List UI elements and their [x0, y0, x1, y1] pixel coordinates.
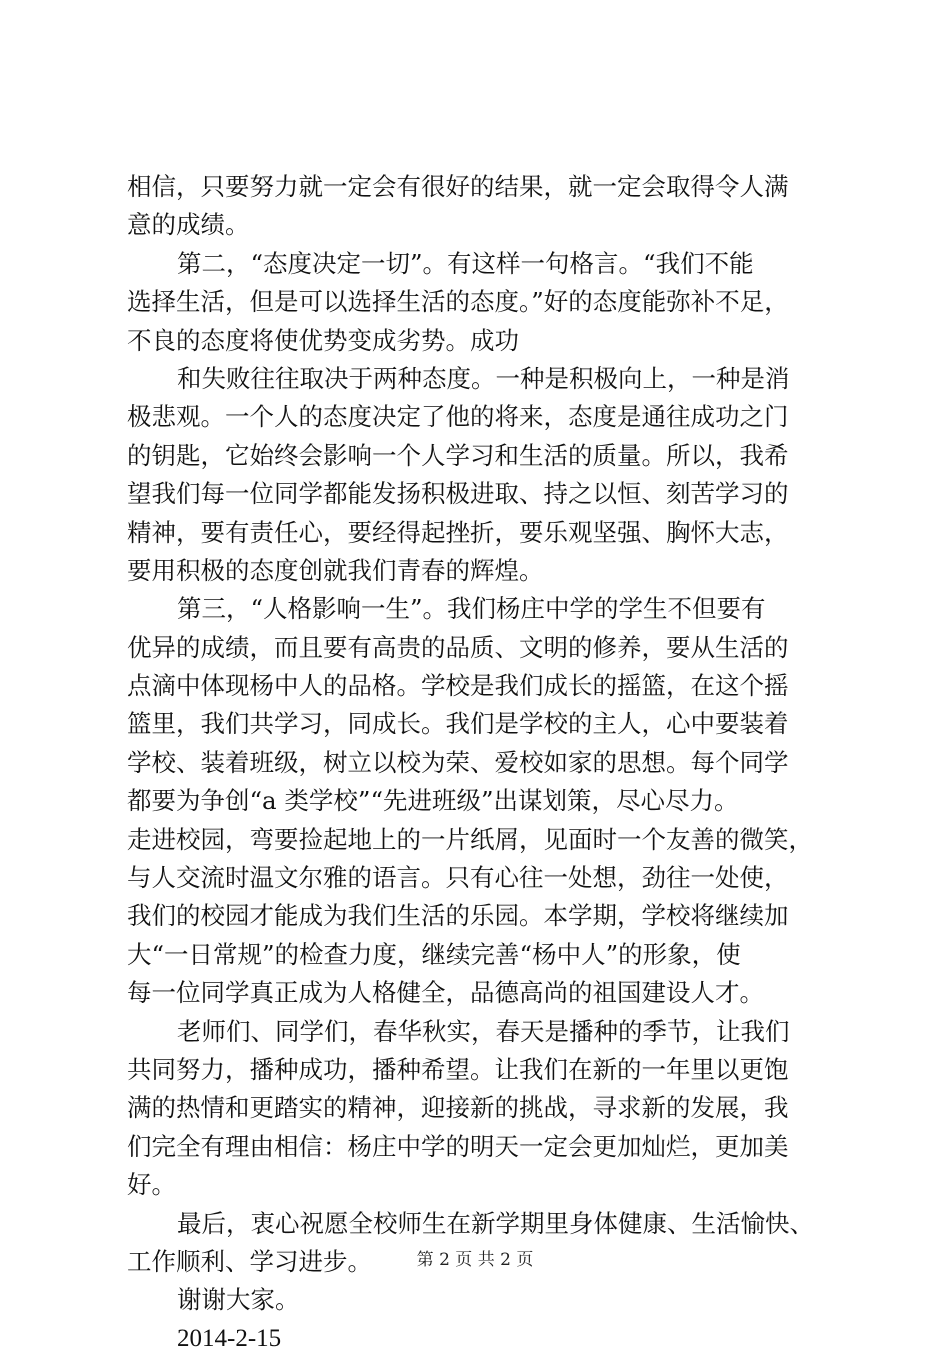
text-line: 每一位同学真正成为人格健全，品德高尚的祖国建设人才。 [127, 978, 764, 1008]
text-line: 第三，“人格影响一生”。我们杨庄中学的学生不但要有 [177, 594, 766, 624]
text-line: 学校、装着班级，树立以校为荣、爱校如家的思想。每个同学 [127, 747, 789, 777]
text-line: 篮里，我们共学习，同成长。我们是学校的主人，心中要装着 [127, 709, 789, 739]
text-line: 走进校园，弯要捡起地上的一片纸屑，见面时一个友善的微笑， [127, 824, 813, 854]
text-line: 望我们每一位同学都能发扬积极进取、持之以恒、刻苦学习的 [127, 479, 789, 509]
text-line: 工作顺利、学习进步。 [127, 1246, 372, 1276]
text-line: 都要为争创“a 类学校”“先进班级”出谋划策，尽心尽力。 [127, 786, 739, 816]
text-line: 好。 [127, 1170, 176, 1200]
page-footer: 第 2 页 共 2 页 [416, 1250, 534, 1270]
document-body [127, 168, 839, 1358]
text-line: 意的成绩。 [127, 210, 250, 240]
text-line: 共同努力，播种成功，播种希望。让我们在新的一年里以更饱 [127, 1054, 789, 1084]
text-line: 与人交流时温文尔雅的语言。只有心往一处想，劲往一处使， [127, 863, 789, 893]
text-line: 和失败往往取决于两种态度。一种是积极向上，一种是消 [177, 363, 790, 393]
text-line: 我们的校园才能成为我们生活的乐园。本学期，学校将继续加 [127, 901, 789, 931]
text-line: 不良的态度将使优势变成劣势。成功 [127, 325, 519, 355]
text-line: 满的热情和更踏实的精神，迎接新的挑战，寻求新的发展，我 [127, 1093, 789, 1123]
text-line: 优异的成绩，而且要有高贵的品质、文明的修养，要从生活的 [127, 632, 789, 662]
text-line: 相信，只要努力就一定会有很好的结果，就一定会取得令人满 [127, 172, 789, 201]
text-line: 极悲观。一个人的态度决定了他的将来，态度是通往成功之门 [127, 402, 789, 432]
text-line: 要用积极的态度创就我们青春的辉煌。 [127, 555, 544, 585]
text-line: 点滴中体现杨中人的品格。学校是我们成长的摇篮，在这个摇 [127, 671, 789, 701]
closing-line: 谢谢大家。 [177, 1285, 300, 1315]
text-line: 的钥匙，它始终会影响一个人学习和生活的质量。所以，我希 [127, 440, 789, 470]
text-line: 第二，“态度决定一切”。有这样一句格言。“我们不能 [177, 248, 754, 278]
text-line: 选择生活，但是可以选择生活的态度。”好的态度能弥补不足， [127, 287, 789, 317]
text-line: 精神，要有责任心，要经得起挫折，要乐观坚强、胸怀大志， [127, 517, 789, 547]
text-line: 老师们、同学们，春华秋实，春天是播种的季节，让我们 [177, 1016, 790, 1046]
date-line: 2014-2-15 [177, 1324, 282, 1352]
text-line: 们完全有理由相信：杨庄中学的明天一定会更加灿烂，更加美 [127, 1131, 789, 1161]
text-line: 最后，衷心祝愿全校师生在新学期里身体健康、生活愉快、 [177, 1208, 814, 1238]
text-line: 大“一日常规”的检查力度，继续完善“杨中人”的形象，使 [127, 939, 741, 969]
